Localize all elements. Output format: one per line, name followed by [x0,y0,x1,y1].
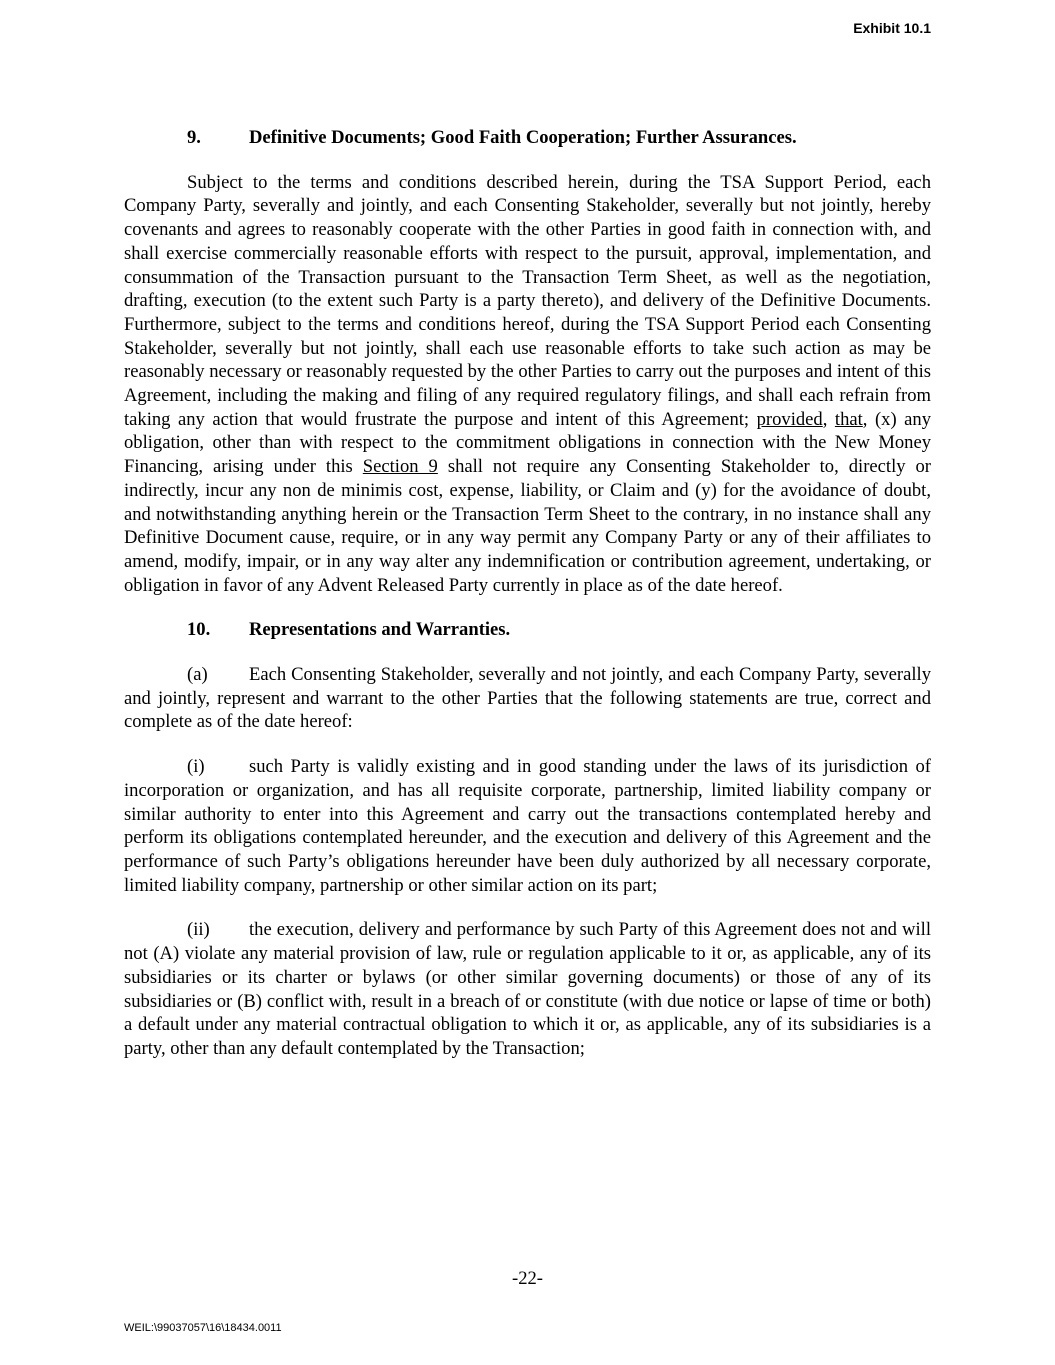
clause-a [124,663,931,734]
section-9-separator: , [822,408,835,430]
clause-a-text: Each Consenting Stakeholder, severally and not jointly, and each Company Party, severally and jointly, represent and warrant to the other Parties that the following statements are true, correct and complete as of the date hereof: [124,664,931,733]
document-body [124,126,931,1061]
section-9-number: 9. [187,127,201,148]
section-10-heading [124,618,931,642]
clause-i-label: (i) [187,756,205,778]
section-9-paragraph [124,171,931,598]
section-9-title: Definitive Documents; Good Faith Cooperation; Further Assurances. [249,127,797,148]
clause-ii-text: the execution, delivery and performance by such Party of this Agreement does not and will not (A) violate any material provision of law, rule or regulation applicable to it or, as applicable, any of its subsidiaries or its charter or bylaws (or other similar governing documents) or those of any of its subsidiaries or (B) conflict with, result in a breach of or constitute (with due notice or lapse of time or both) a default under any material contractual obligation to which it or, as applicable, any of its subsidiaries is a party, other than any default contemplated by the Transaction; [124,919,931,1059]
clause-ii [124,918,931,1060]
exhibit-label: Exhibit 10.1 [853,20,931,36]
section-9-text-2: , (x) any obligation, other than with respect to the commitment obligations in connection with the New Money Financing, arising under this [124,408,931,478]
page-number: -22- [512,1268,543,1289]
section-10-title: Representations and Warranties. [249,619,511,641]
provided-term: provided [756,408,823,430]
section-9-cross-reference: Section 9 [362,456,438,478]
section-9-text-3: shall not require any Consenting Stakeholder to, directly or indirectly, incur any non de minimis cost, expense, liability, or Claim and (y) for the avoidance of doubt, and notwithstanding anything herein or the Transaction Term Sheet to the contrary, in no instance shall any Definitive Document cause, require, or in any way permit any Company Party or any of their affiliates to amend, modify, impair, or in any way alter any indemnification or contribution agreement, undertaking, or obligation in favor of any Advent Released Party currently in place as of the date hereof. [124,456,932,596]
clause-i-text: such Party is validly existing and in good standing under the laws of its jurisdiction of incorporation or organization, and has all requisite corporate, partnership, limited liability company or similar authority to enter into this Agreement and carry out the transactions contemplated hereby and perform its obligations contemplated hereunder, and the execution and delivery of this Agreement and the performance of such Party’s obligations hereunder have been duly authorized by all necessary corporate, limited liability company, partnership or other similar action on its part; [124,756,931,896]
section-10-number: 10. [187,619,211,641]
section-9-heading [124,126,931,150]
that-term: that [834,408,863,430]
document-id-footer: WEIL:\99037057\16\18434.0011 [124,1322,282,1334]
clause-a-label: (a) [187,664,208,686]
section-9-text-1: Subject to the terms and conditions described herein, during the TSA Support Period, each Company Party, severally and jointly, and each Consenting Stakeholder, severally but not jointly, hereby covenants and agrees to reasonably cooperate with the other Parties in good faith in connection with, and shall exercise commercially reasonable efforts with respect to the pursuit, approval, implementation, and consummation of the Transaction pursuant to the Transaction Term Sheet, as well as the negotiation, drafting, execution (to the extent such Party is a party thereto), and delivery of the Definitive Documents. Furthermore, subject to the terms and conditions hereof, during the TSA Support Period each Consenting Stakeholder, severally but not jointly, shall each use reasonable efforts to take such action as may be reasonably necessary or reasonably requested by the other Parties to carry out the purposes and intent of this Agreement, including the making and filing of any required regulatory filings, and shall each refrain from taking any action that would frustrate the purpose and intent of this Agreement; [124,171,931,430]
clause-i [124,755,931,897]
clause-ii-label: (ii) [187,919,210,941]
